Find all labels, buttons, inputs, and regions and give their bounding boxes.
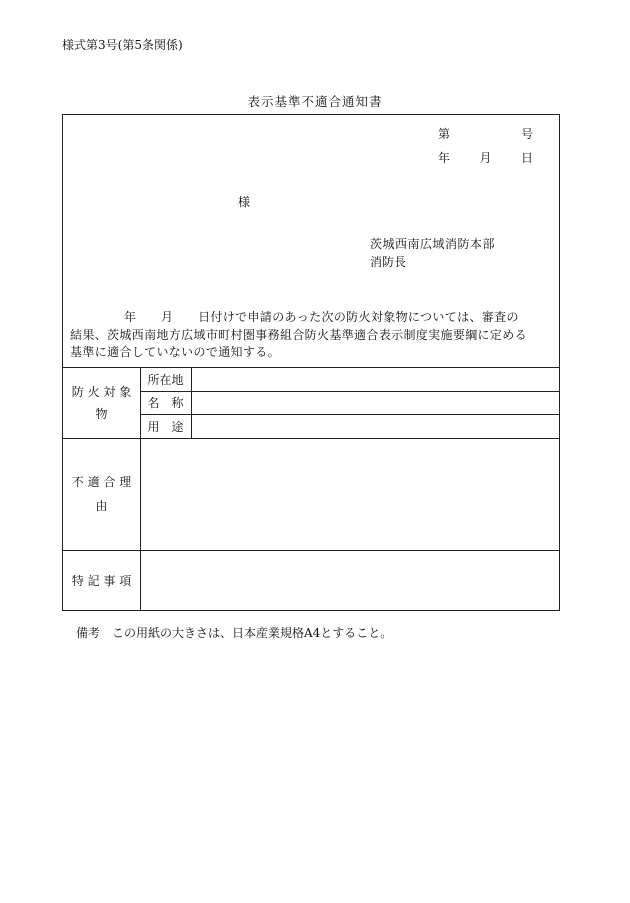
number-suffix: 号 — [520, 127, 533, 141]
row-divider-name — [140, 391, 559, 392]
sender-title: 消防長 — [370, 255, 407, 269]
document-title: 表示基準不適合通知書 — [247, 94, 383, 109]
notice-body — [70, 309, 554, 362]
use-label: 用 途 — [147, 419, 184, 434]
reason-label-line-1: 不 適 合 理 — [71, 475, 132, 489]
date-year: 年 — [438, 151, 451, 165]
reason-label — [63, 438, 140, 550]
remarks-label: 特 記 事 項 — [71, 573, 132, 588]
reason-label-line-2: 由 — [95, 499, 108, 513]
target-label-line-1: 防 火 対 象 — [71, 384, 132, 399]
date-month: 月 — [479, 151, 492, 165]
sender-organization: 茨城西南広域消防本部 — [370, 237, 496, 251]
name-label: 名 称 — [147, 396, 184, 410]
sublabel-column-divider — [191, 367, 192, 438]
row-divider-use — [140, 414, 559, 415]
number-prefix: 第 — [438, 127, 451, 141]
footnote: 備考 この用紙の大きさは、日本産業規格A4とすること。 — [76, 626, 393, 640]
addressee: 様 — [238, 195, 251, 209]
notice-frame — [62, 114, 560, 611]
body-line-1: 年 月 日付けで申請のあった次の防火対象物については、審査の — [124, 310, 519, 324]
target-label — [63, 367, 140, 438]
body-line-3: 基準に適合していないので通知する。 — [70, 345, 280, 359]
notice-number — [438, 125, 533, 142]
notice-date — [438, 149, 533, 166]
location-label: 所在地 — [147, 372, 184, 387]
form-number: 様式第3号(第5条関係) — [62, 38, 183, 52]
target-label-line-2: 物 — [95, 406, 108, 421]
date-day: 日 — [520, 151, 533, 165]
body-line-2: 結果、茨城西南地方広域市町村圏事務組合防火基準適合表示制度実施要綱に定める — [70, 327, 527, 342]
